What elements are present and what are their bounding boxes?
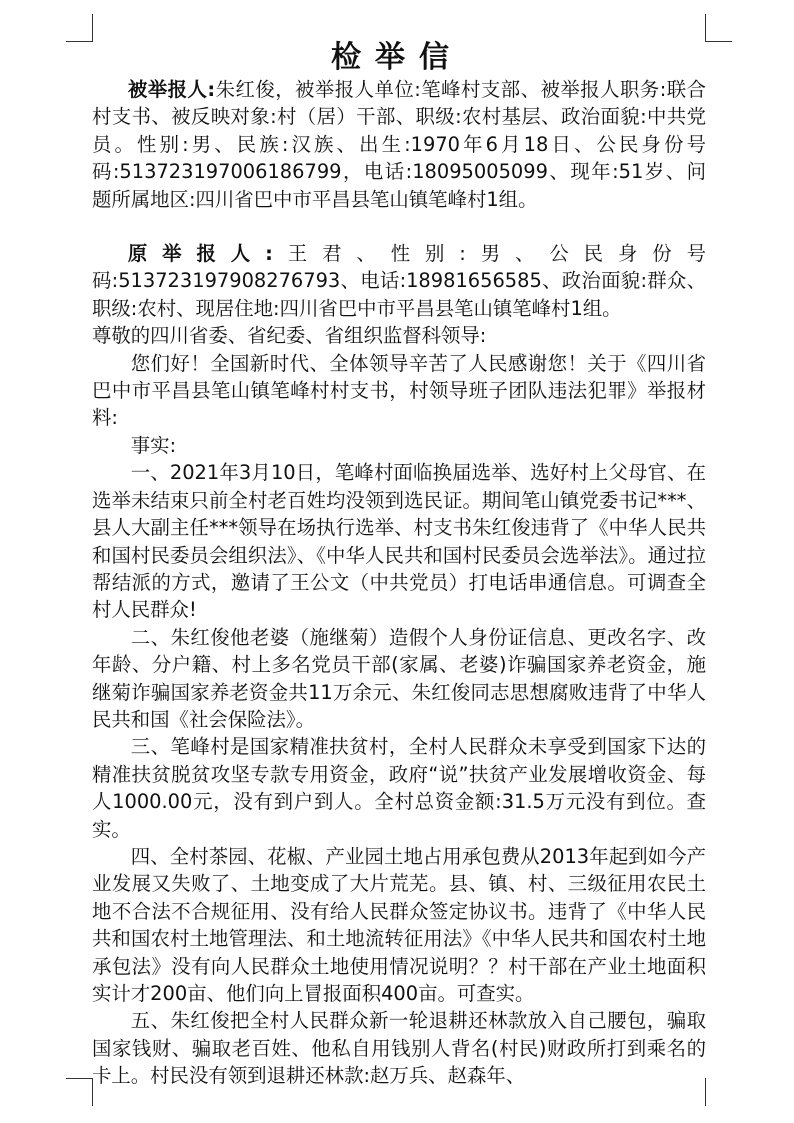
faint-watermark — [672, 1072, 754, 1102]
fact-item-3: 三、笔峰村是国家精准扶贫村，全村人民群众未享受到国家下达的精准扶贫脱贫攻坚专款专用资金，政府“说”扶贫产业发展增收资金、每人1000.00元，没有到户到人。全村总资金额:31.5万元没有到位。查实。 — [92, 735, 706, 841]
greeting-paragraph: 您们好！全国新时代、全体领导辛苦了人民感谢您！关于《四川省巴中市平昌县笔山镇笔峰村村支书，村领导班子团队违法犯罪》举报材料: — [92, 351, 706, 430]
crop-mark-bottom-left-h — [66, 1078, 93, 1079]
reported-person-text: 朱红俊，被举报人单位:笔峰村支部、被举报人职务:联合村支书、被反映对象:村（居）干部、职级:农村基层、政治面貌:中共党员。性别:男、民族:汉族、出生:1970年6月18日、公民身份号码:513723197006186799，电话:18095005099、现年:51岁、问题所属地区:四川省巴中市平昌县笔山镇笔峰村1组。 — [92, 78, 706, 211]
document-body — [92, 76, 706, 1090]
fact-item-1: 一、2021年3月10日，笔峰村面临换届选举、选好村上父母官、在选举未结束只前全村老百姓均没领到选民证。期间笔山镇党委书记***、县人大副主任***领导在场执行选举、村支书朱红俊违背了《中华人民共和国村民委员会组织法》、《中华人民共和国村民委员会选举法》。通过拉帮结派的方式，邀请了王公文（中共党员）打电话串通信息。可调查全村人民群众! — [92, 461, 706, 622]
reported-person-label: 被举报人: — [127, 78, 216, 101]
reporter-paragraph — [92, 240, 706, 322]
fact-item-2: 二、朱红俊他老婆（施继菊）造假个人身份证信息、更改名字、改年龄、分户籍、村上多名党员干部(家属、老婆)诈骗国家养老资金，施继菊诈骗国家养老资金共11万余元、朱红俊同志思想腐败违背了中华人民共和国《社会保险法》。 — [92, 625, 706, 731]
fact-item-4: 四、全村茶园、花椒、产业园土地占用承包费从2013年起到如今产业发展又失败了、土地变成了大片荒芜。县、镇、村、三级征用农民土地不合法不合规征用、没有给人民群众签定协议书。违背了《中华人民共和国农村土地管理法、和土地流转征用法》《中华人民共和国农村土地承包法》没有向人民群众土地使用情况说明？？村干部在产业土地面积实计才200亩、他们向上冒报面积400亩。可查实。 — [92, 844, 706, 1005]
reporter-text: 王君、性别:男、公民身份号码:513723197908276793、电话:18981656585、政治面貌:群众、职级:农村、现居住地:四川省巴中市平昌县笔山镇笔峰村1组。 — [92, 242, 706, 320]
fact-item-5: 五、朱红俊把全村人民群众新一轮退耕还林款放入自己腰包，骗取国家钱财、骗取老百姓、他私自用钱别人背名(村民)财政所打到乘名的卡上。村民没有领到退耕还林款:赵万兵、赵森年、 — [92, 1009, 706, 1088]
reported-person-paragraph — [92, 76, 706, 213]
reporter-label: 原举报人: — [127, 242, 273, 266]
facts-label: 事实: — [130, 433, 177, 457]
salutation: 尊敬的四川省委、省纪委、省组织监督科领导: — [92, 324, 487, 348]
document-title: 检举信 — [331, 40, 463, 75]
